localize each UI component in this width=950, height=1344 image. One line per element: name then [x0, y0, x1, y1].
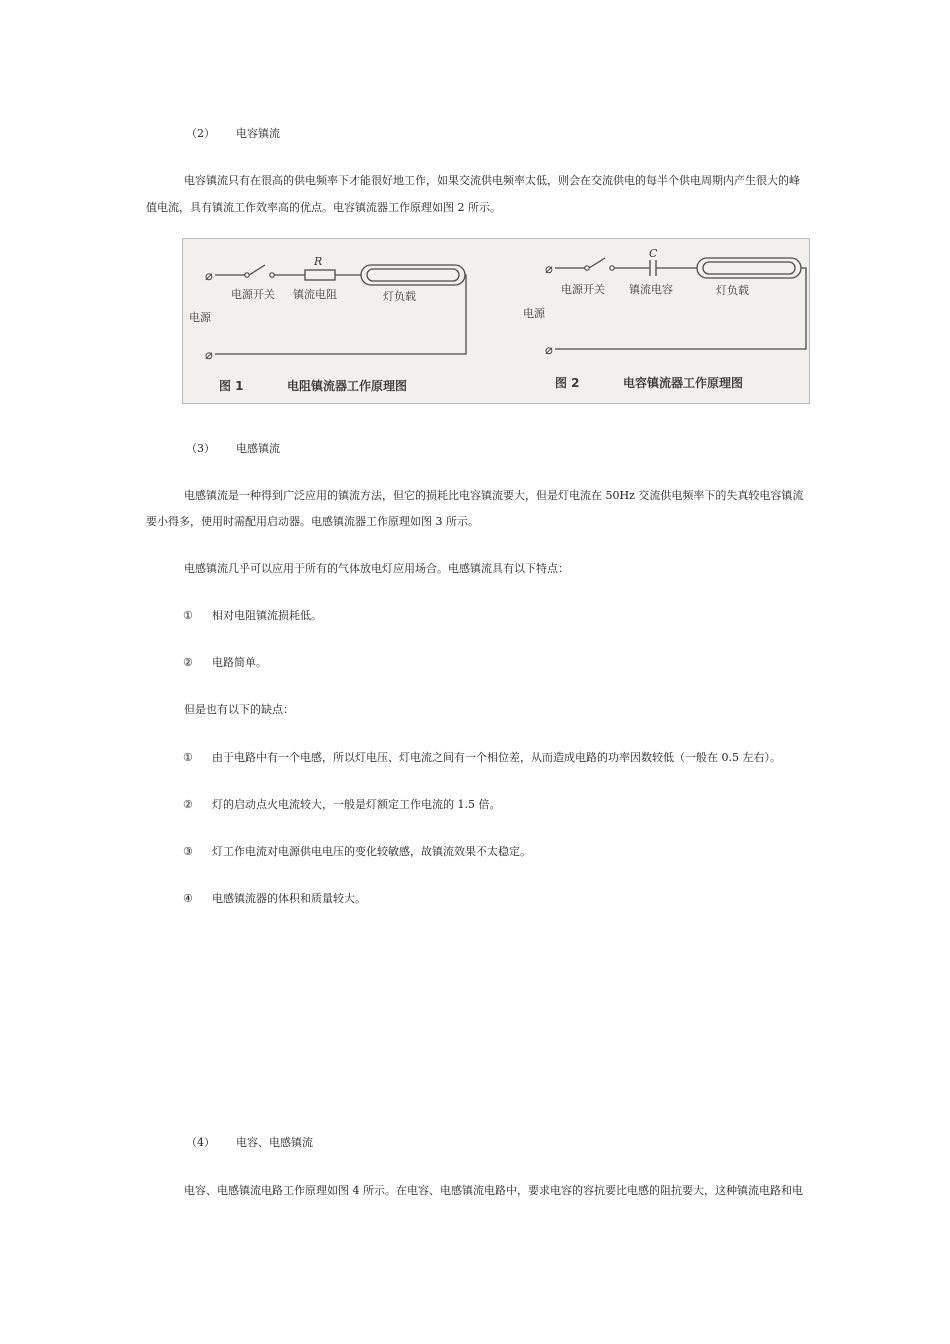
list-item-text: 电感镇流器的体积和质量较大。	[212, 892, 366, 905]
fig1-resistor	[305, 270, 335, 280]
fig2-number: 图 2	[555, 376, 580, 390]
paragraph-inductor-line2: 要小得多，使用时需配用启动器。电感镇流器工作原理如图 3 所示。	[146, 515, 479, 528]
section-2-number: （2）	[186, 127, 215, 140]
section-3-number: （3）	[186, 442, 215, 455]
paragraph-drawbacks-intro: 但是也有以下的缺点：	[184, 703, 294, 716]
list-marker: ①	[183, 751, 193, 764]
fig2-switch-blade	[589, 258, 605, 268]
fig2-capacitor-symbol: C	[649, 247, 658, 260]
fig1-lamp-label: 灯负载	[383, 290, 416, 303]
list-item-text: 灯的启动点火电流较大，一般是灯额定工作电流的 1.5 倍。	[212, 798, 501, 811]
fig1-switch-contact-a	[245, 273, 249, 277]
list-marker: ④	[183, 892, 193, 905]
fig2-lamp-inner	[703, 262, 795, 274]
paragraph-inductor-line1: 电感镇流是一种得到广泛应用的镇流方法，但它的损耗比电容镇流要大，但是灯电流在 50Hz 交流供电频率下的失真较电容镇流	[184, 489, 804, 502]
list-item-text: 由于电路中有一个电感，所以灯电压、灯电流之间有一个相位差，从而造成电路的功率因数较低（一般在 0.5 左右）。	[212, 751, 781, 764]
fig1-switch-blade	[249, 265, 265, 275]
list-item-text: 相对电阻镇流损耗低。	[212, 609, 322, 622]
section-4-title: 电容、电感镇流	[236, 1136, 313, 1149]
fig2-switch-label: 电源开关	[561, 283, 605, 296]
list-item-text: 电路简单。	[212, 656, 267, 669]
fig1-switch-label: 电源开关	[231, 288, 275, 301]
ballast-circuit-figure	[182, 238, 810, 404]
fig2-lamp-outer	[697, 258, 801, 278]
fig2-terminal-bottom: ⌀	[545, 343, 553, 358]
circuit-diagrams-svg	[183, 239, 809, 403]
list-marker: ③	[183, 845, 193, 858]
fig2-caption: 电容镇流器工作原理图	[623, 376, 744, 390]
list-marker: ②	[183, 656, 193, 669]
fig1-source-label: 电源	[189, 311, 211, 324]
fig1-ballast-label: 镇流电阻	[293, 288, 337, 301]
fig2-source-label: 电源	[523, 307, 545, 320]
fig1-number: 图 1	[219, 379, 244, 393]
fig2-ballast-label: 镇流电容	[629, 283, 673, 296]
list-item-text: 灯工作电流对电源供电电压的变化较敏感，故镇流效果不太稳定。	[212, 845, 531, 858]
list-marker: ①	[183, 609, 193, 622]
fig1-caption: 电阻镇流器工作原理图	[287, 379, 408, 393]
fig2-return-wire	[555, 268, 806, 349]
fig2-terminal-top: ⌀	[545, 262, 553, 277]
list-marker: ②	[183, 798, 193, 811]
section-4-number: （4）	[186, 1136, 215, 1149]
fig2-lamp-label: 灯负载	[716, 284, 749, 297]
section-3-title: 电感镇流	[236, 442, 280, 455]
fig2-switch-contact-b	[610, 266, 614, 270]
fig1-resistor-symbol: R	[314, 255, 323, 268]
fig1-switch-contact-b	[270, 273, 274, 277]
fig2-switch-contact-a	[585, 266, 589, 270]
paragraph-features-intro: 电感镇流几乎可以应用于所有的气体放电灯应用场合。电感镇流具有以下特点：	[184, 562, 569, 575]
fig1-terminal-top: ⌀	[205, 269, 213, 284]
fig1-return-wire	[215, 275, 466, 354]
fig1-lamp-outer	[361, 265, 465, 285]
fig1-terminal-bottom: ⌀	[205, 348, 213, 363]
fig1-lamp-inner	[367, 269, 459, 281]
paragraph-capacitor-line1: 电容镇流只有在很高的供电频率下才能很好地工作，如果交流供电频率太低，则会在交流供电的每半个供电周期内产生很大的峰	[184, 174, 800, 187]
section-2-title: 电容镇流	[236, 127, 280, 140]
paragraph-capacitor-line2: 值电流，具有镇流工作效率高的优点。电容镇流器工作原理如图 2 所示。	[146, 201, 501, 214]
paragraph-lc-line1: 电容、电感镇流电路工作原理如图 4 所示。在电容、电感镇流电路中，要求电容的容抗要比电感的阻抗要大，这种镇流电路和电	[184, 1184, 803, 1197]
